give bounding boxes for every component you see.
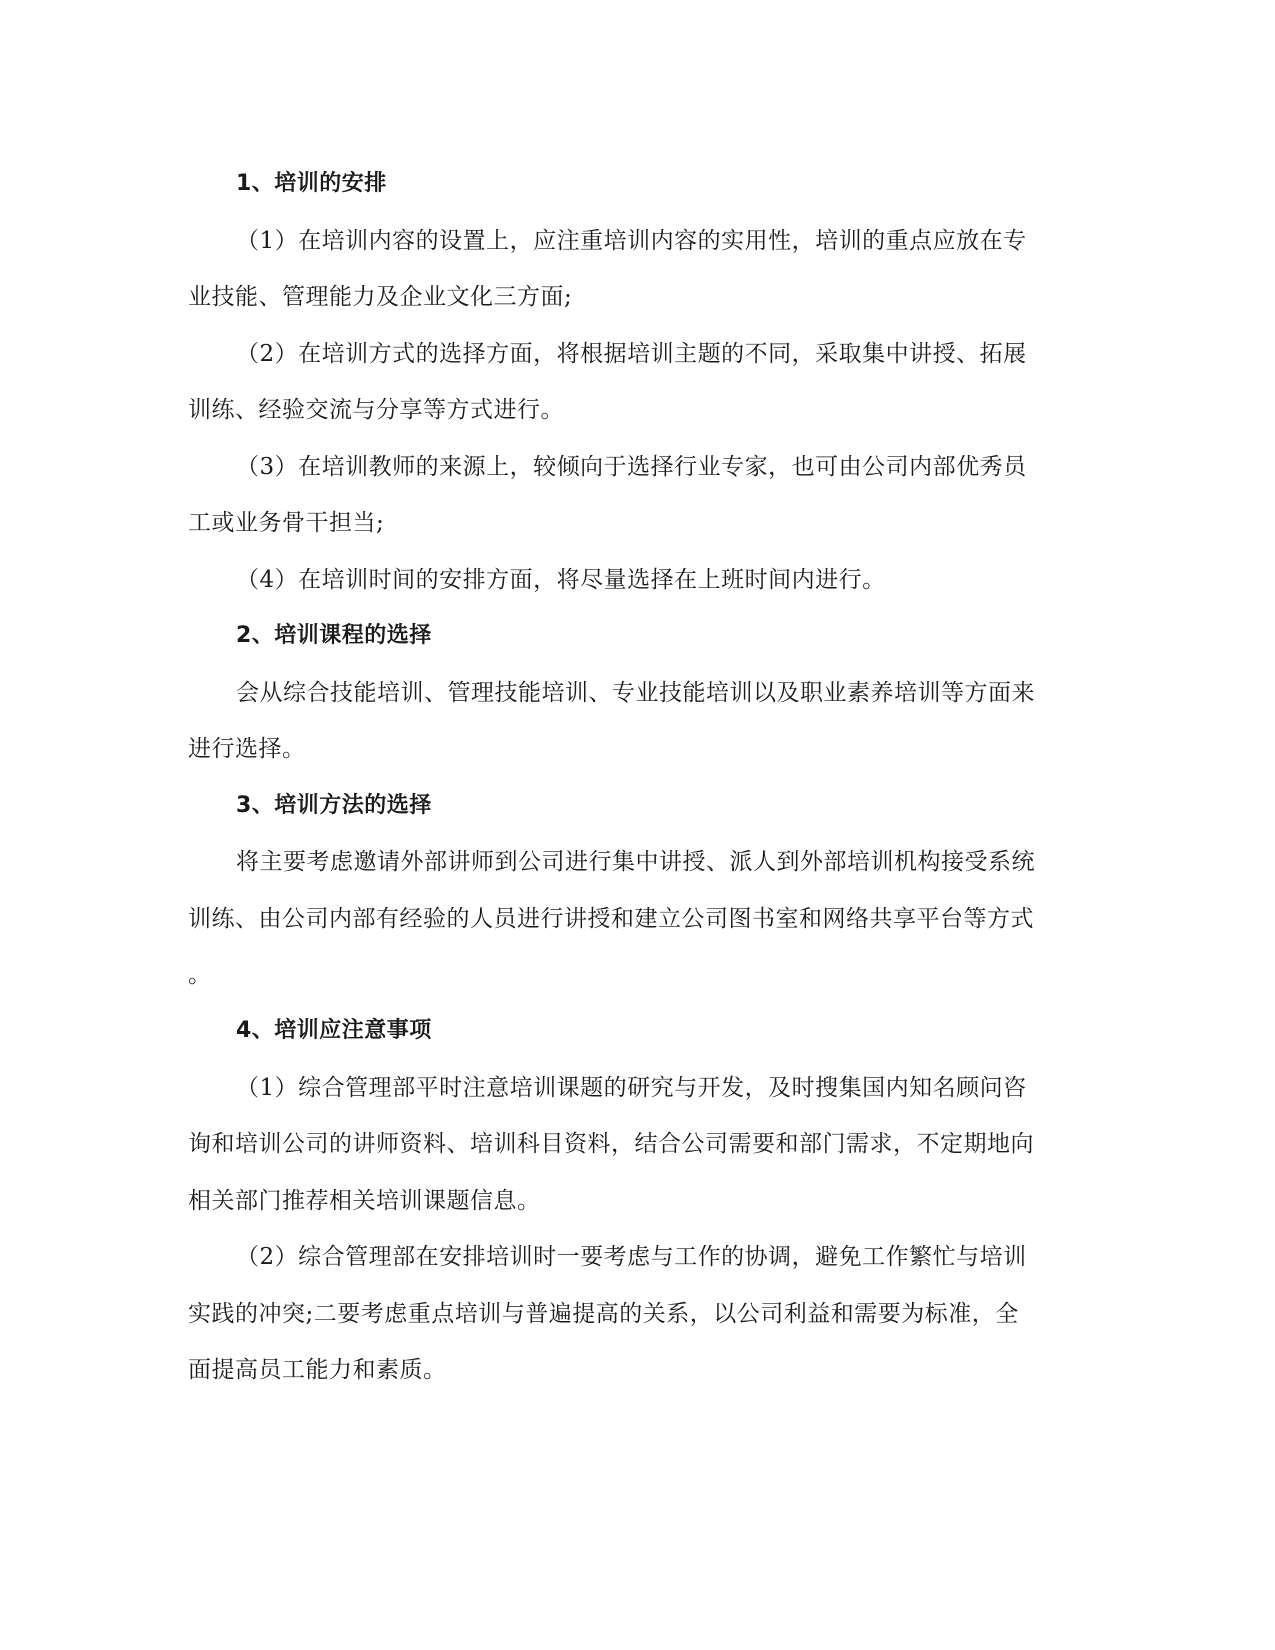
section-1-item-1-line-1: （1）在培训内容的设置上，应注重培训内容的实用性，培训的重点应放在专 — [236, 228, 1027, 254]
section-3-paragraph-line-2: 训练、由公司内部有经验的人员进行讲授和建立公司图书室和网络共享平台等方式 — [188, 906, 1034, 932]
section-4-item-2-line-3: 面提高员工能力和素质。 — [188, 1357, 447, 1383]
section-1-item-3-line-2: 工或业务骨干担当; — [188, 510, 385, 536]
section-2-heading: 2、培训课程的选择 — [236, 623, 432, 648]
section-1-item-2-line-2: 训练、经验交流与分享等方式进行。 — [188, 397, 564, 423]
section-3-paragraph-line-3: 。 — [188, 962, 211, 988]
section-4-item-1-line-1: （1）综合管理部平时注意培训课题的研究与开发，及时搜集国内知名顾问咨 — [236, 1075, 1027, 1101]
section-2-paragraph-line-1: 会从综合技能培训、管理技能培训、专业技能培训以及职业素养培训等方面来 — [236, 680, 1035, 706]
section-4-item-1-line-2: 询和培训公司的讲师资料、培训科目资料，结合公司需要和部门需求，不定期地向 — [188, 1131, 1034, 1157]
section-1-item-4-line-1: （4）在培训时间的安排方面，将尽量选择在上班时间内进行。 — [236, 567, 886, 593]
section-4-heading: 4、培训应注意事项 — [236, 1018, 432, 1043]
section-4-item-1-line-3: 相关部门推荐相关培训课题信息。 — [188, 1188, 541, 1214]
section-4-item-2-line-1: （2）综合管理部在安排培训时一要考虑与工作的协调，避免工作繁忙与培训 — [236, 1244, 1027, 1270]
section-1-item-3-line-1: （3）在培训教师的来源上，较倾向于选择行业专家，也可由公司内部优秀员 — [236, 454, 1027, 480]
section-1-item-2-line-1: （2）在培训方式的选择方面，将根据培训主题的不同，采取集中讲授、拓展 — [236, 341, 1027, 367]
section-3-paragraph-line-1: 将主要考虑邀请外部讲师到公司进行集中讲授、派人到外部培训机构接受系统 — [236, 849, 1035, 875]
section-3-heading: 3、培训方法的选择 — [236, 793, 432, 818]
section-2-paragraph-line-2: 进行选择。 — [188, 736, 306, 762]
section-1-item-1-line-2: 业技能、管理能力及企业文化三方面; — [188, 284, 573, 310]
section-4-item-2-line-2: 实践的冲突;二要考虑重点培训与普遍提高的关系，以公司利益和需要为标准，全 — [188, 1301, 1019, 1327]
section-1-heading: 1、培训的安排 — [236, 171, 387, 196]
